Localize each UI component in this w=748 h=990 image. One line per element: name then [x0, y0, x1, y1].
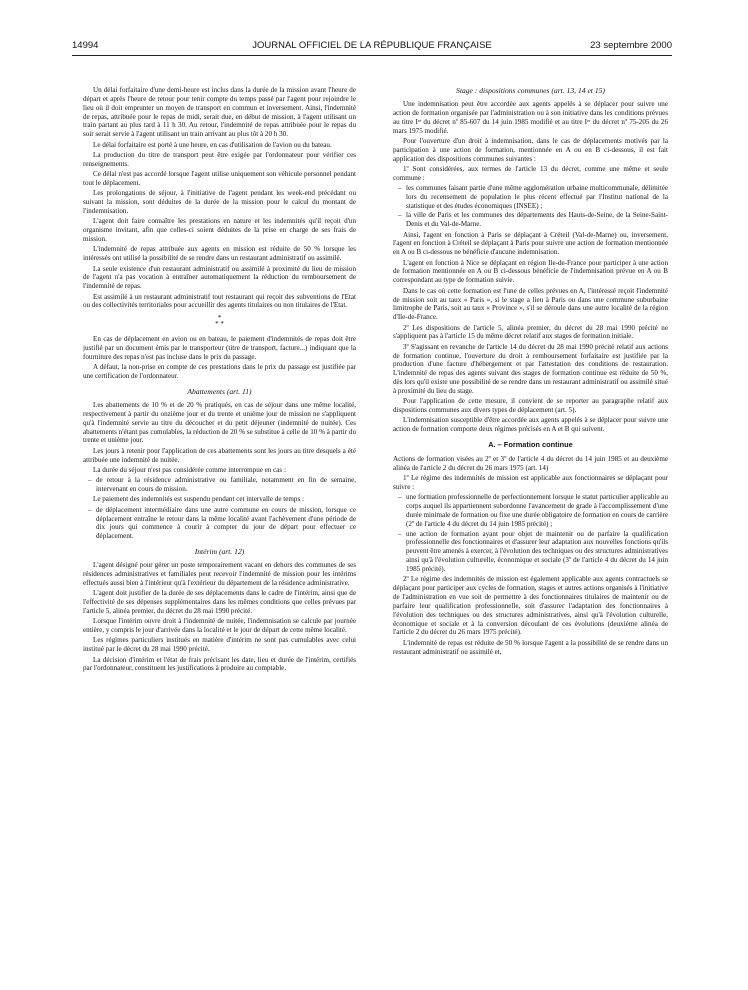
paragraph: La décision d'intérim et l'état de frais précisant les date, lieu et durée de l'intérim, certifiés par l'ordonnateur, constituent les justifications à produire au comptable.	[83, 655, 356, 673]
right-column	[393, 86, 668, 970]
paragraph: Le paiement des indemnités est suspendu pendant cet intervalle de temps :	[93, 495, 304, 504]
paragraph: 2º Le régime des indemnités de mission est également applicable aux agents contractuels se déplaçant pour participer aux cycles de formation, stages et autres actions organisés à l'initiative de l'administration en vue soit de permettre à des fonctionnaires titulaires de maintenir ou de parfaire leur qualification professionnelle, soit d'assurer l'adaptation des fonctionnaires à l'évolution des techniques ou des structures administratives, ainsi qu'à l'évolution culturelle, économique et sociale et à la conversion découlant de ces évolutions (deuxième alinéa de l'article 2 du décret du 26 mars 1975 précité).	[393, 575, 668, 637]
paragraph: L'agent désigné pour gérer un poste temporairement vacant en dehors des communes de ses résidences administratives et familiales peut recevoir l'indemnité de mission pour les intérims effectués aussi bien à l'intérieur qu'à l'extérieur du département de la résidence administrative.	[83, 561, 356, 587]
separator-stars-bottom: * *	[215, 320, 224, 329]
paragraph: Les prolongations de séjour, à l'initiative de l'agent pendant les week-end précédant ou suivant la mission, sont déduites de la durée de la mission pour le calcul du montant de l'indemnisation.	[83, 189, 356, 215]
paragraph: 1º Le régime des indemnités de mission est applicable aux fonctionnaires se déplaçant pour suivre :	[393, 474, 668, 492]
paragraph: L'agent en fonction à Nice se déplaçant en région Ile-de-France pour participer à une action de formation mentionnée en A ou B ci-dessous bénéficie de l'indemnisation prévue en A ou B correspondant au type de formation suivie.	[393, 258, 668, 285]
paragraph: L'agent doit faire connaître les prestations en nature et les indemnités qu'il reçoit d'un organisme invitant, afin que celles-ci soient déduites de la prise en charge de ses frais de mission.	[83, 217, 356, 243]
paragraph: Le délai forfaitaire est porté à une heure, en cas d'utilisation de l'avion ou du bateau.	[93, 140, 332, 149]
paragraph: Un délai forfaitaire d'une demi-heure est inclus dans la durée de la mission avant l'heure de départ et après l'heure de retour pour tenir compte du temps passé par l'agent pour rejoindre le lieu où il doit emprunter un moyen de transport en commun et inversement. Ainsi, l'indemnité de repas, attribuée pour le repas de midi, serait due, en début de mission, à l'agent utilisant un train partant au plus tard à 11 h 30. Au retour, l'indemnité de repas attribuée pour le repas du soir serait servie à l'agent utilisant un train arrivant au plus tôt à 20 h 30.	[83, 86, 356, 139]
paragraph: Pour l'ouverture d'un droit à indemnisation, dans le cas de déplacements motivés par la participation à une action de formation, mentionnée en A ou en B ci-dessous, il est fait application des dispositions communes suivantes :	[393, 136, 668, 163]
paragraph: Pour l'application de cette mesure, il convient de se reporter au paragraphe relatif aux dispositions communes aux divers types de déplacement (art. 5).	[393, 397, 668, 415]
paragraph: Lorsque l'intérim ouvre droit à l'indemnité de nuitée, l'indemnisation se calcule par journée entière, y compris le jour d'arrivée dans la localité et le jour de départ de cette même localité.	[83, 617, 356, 635]
list-item: – la ville de Paris et les communes des départements des Hauts-de-Seine, de la Seine-Saint-Denis et du Val-de-Marne.	[393, 211, 668, 229]
paragraph: 2º Les dispositions de l'article 5, alinéa premier, du décret du 28 mai 1990 précité ne s'appliquent pas à l'article 15 du même décret relatif aux stages de formation initiale.	[393, 323, 668, 341]
paragraph: 1º Sont considérées, aux termes de l'article 13 du décret, comme une même et seule commune :	[393, 164, 668, 182]
section-separator	[83, 315, 356, 327]
journal-title: JOURNAL OFFICIEL DE LA RÉPUBLIQUE FRANÇAISE	[252, 40, 492, 51]
paragraph: L'indemnité de repas attribuée aux agents en mission est réduite de 50 % lorsque les intéressés ont utilisé la possibilité de se rendre dans un restaurant administratif ou assimilé.	[83, 245, 356, 263]
paragraph: Les régimes particuliers institués en matière d'intérim ne sont pas cumulables avec celui institué par le décret du 28 mai 1990 précité.	[83, 636, 356, 654]
paragraph: Actions de formation visées au 2º et 3º de l'article 4 du décret du 14 juin 1985 et au deuxième alinéa de l'article 2 du décret du 26 mars 1975 (art. 14)	[393, 455, 668, 472]
section-heading-formation-continue: A. – Formation continue	[488, 440, 573, 450]
dash-list	[83, 476, 356, 494]
section-heading-stage: Stage : dispositions communes (art. 13, 14 et 15)	[456, 86, 605, 95]
paragraph: A défaut, la non-prise en compte de ces prestations dans le prix du passage est justifiée par une certification de l'ordonnateur.	[83, 363, 356, 381]
header-rule	[72, 55, 672, 56]
dash-list	[393, 184, 668, 229]
publication-date: 23 septembre 2000	[590, 40, 672, 51]
page-number: 14994	[72, 40, 99, 51]
dash-list	[83, 506, 356, 541]
paragraph: Ce délai n'est pas accordé lorsque l'agent utilise uniquement son véhicule personnel pendant tout le déplacement.	[83, 170, 356, 187]
paragraph: L'agent doit justifier de la durée de ses déplacements dans le cadre de l'intérim, ainsi que de l'effectivité de ses dépenses supplémentaires dans les mêmes conditions que celles prévues par l'article 5, alinéa premier, du décret du 28 mai 1990 précité.	[83, 589, 356, 615]
page-header	[72, 40, 672, 52]
paragraph: Les jours à retenir pour l'application de ces abattements sont les jours au titre desquels a été attribuée une indemnité de nuitée.	[83, 446, 356, 464]
paragraph: L'indemnisation susceptible d'être accordée aux agents appelés à se déplacer pour suivre une action de formation comporte deux régimes précisés en A et B qui suivent.	[393, 416, 668, 434]
section-heading-abattements: Abattements (art. 11)	[187, 386, 252, 396]
list-item: – de déplacement intermédiaire dans une autre commune en cours de mission, lorsque ce déplacement entraîne le retour dans la même localité avant l'achèvement d'une période de dix jours qui commence à courir à compter du jour de départ pour effectuer ce déplacement.	[83, 506, 356, 541]
separator-star-top: *	[217, 314, 222, 323]
paragraph: En cas de déplacement en avion ou en bateau, le paiement d'indemnités de repas doit être justifié par un document émis par le transporteur (titre de transport, facture...) indiquant que la fourniture des repas n'est pas incluse dans le prix du passage.	[83, 335, 356, 361]
list-item: – une formation professionnelle de perfectionnement lorsque le statut particulier applicable au corps auquel ils appartiennent subordonne l'avancement de grade à l'accomplissement d'une durée minimale de formation ou fixe une durée obligatoire de formation en cours de carrière (2º de l'article 4 du décret du 14 juin 1985 précité) ;	[393, 493, 668, 528]
section-heading-interim: Intérim (art. 12)	[194, 547, 245, 557]
paragraph: L'indemnité de repas est réduite de 50 % lorsque l'agent a la possibilité de se rendre dans un restaurant administratif ou assimilé et,	[393, 638, 668, 656]
paragraph: Les abattements de 10 % et de 20 % pratiqués, en cas de séjour dans une même localité, respectivement à partir du onzième jour et du trente et unième jour de mission ne s'appliquent qu'à l'indemnité servie au titre du découcher et du petit déjeuner (indemnité de nuitée). Ces abattements n'étant pas cumulables, la réduction de 20 % se substitue à celle de 10 % à partir du trente et unième jour.	[83, 400, 356, 445]
paragraph: 3º S'agissant en revanche de l'article 14 du décret du 28 mai 1990 précité relatif aux actions de formation continue, l'ouverture du droit à remboursement forfaitaire est justifiée par la production d'une facture d'hébergement et par l'attestation des conditions de restauration. L'indemnité de repas des agents suivant des stages de formation continue est réduite de 50 %, dès lors qu'il existe une possibilité de se rendre dans un restaurant administratif ou assimilé situé à proximité du lieu du stage.	[393, 342, 668, 395]
paragraph: La production du titre de transport peut être exigée par l'ordonnateur pour vérifier ces renseignements.	[83, 150, 356, 168]
paragraph: Une indemnisation peut être accordée aux agents appelés à se déplacer pour suivre une action de formation organisée par l'administration ou à son initiative dans les conditions prévues au titre Iᵉʳ du décret nº 85-607 du 14 juin 1985 modifié et au titre Iᵉʳ du décret nº 75-205 du 26 mars 1975 modifié.	[393, 100, 668, 135]
left-column	[83, 86, 356, 970]
list-item: – de retour à la résidence administrative ou familiale, notamment en fin de semaine, intervenant en cours de mission.	[83, 476, 356, 494]
paragraph: La durée du séjour n'est pas considérée comme interrompue en cas :	[93, 465, 286, 474]
paragraph: Dans le cas où cette formation est l'une de celles prévues en A, l'intéressé reçoit l'indemnité de mission soit au taux « Paris », si le stage a lieu à Paris ou dans une commune suburbaine limitrophe de Paris, soit au taux « Province », s'il se déroule dans une autre localité de la région d'Ile-de-France.	[393, 286, 668, 322]
list-item: – une action de formation ayant pour objet de maintenir ou de parfaire la qualification professionnelle des fonctionnaires et d'assurer leur adaptation aux nouvelles fonctions qu'ils peuvent être amenés à exercer, à l'évolution des techniques ou des structures administratives ainsi qu'à l'évolution culturelle, économique et sociale (3º de l'article 4 du décret du 14 juin 1985 précité).	[393, 530, 668, 574]
paragraph: La seule existence d'un restaurant administratif ou assimilé à proximité du lieu de mission de l'agent n'a pas vocation à entraîner automatiquement la réduction du remboursement de l'indemnité de repas.	[83, 264, 356, 291]
list-item: – les communes faisant partie d'une même agglomération urbaine multicommunale, délimitée lors du recensement de population le plus récent effectué par l'Institut national de la statistique et des études économiques (INSEE) ;	[393, 184, 668, 211]
paragraph: Est assimilé à un restaurant administratif tout restaurant qui reçoit des subventions de l'Etat ou des collectivités territoriales pour accueillir des agents titulaires ou non titulaires de l'Etat.	[83, 292, 356, 310]
dash-list	[393, 493, 668, 573]
paragraph: Ainsi, l'agent en fonction à Paris se déplaçant à Créteil (Val-de-Marne) ou, inversement, l'agent en fonction à Créteil se déplaçant à Paris pour suivre une action de formation mentionnée en A ou B ci-dessous ne bénéficie d'aucune indemnisation.	[393, 230, 668, 257]
